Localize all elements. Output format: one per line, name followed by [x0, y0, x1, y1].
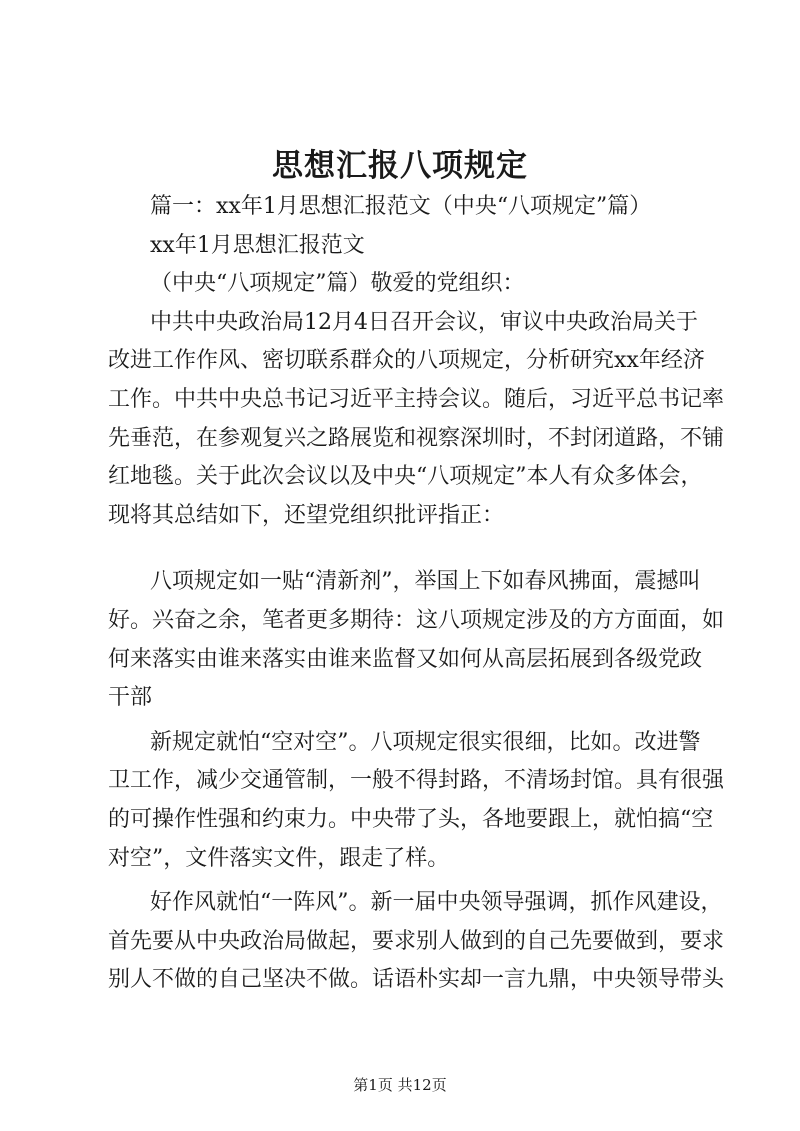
paragraph — [108, 724, 725, 878]
text-line: 篇一：xx年1月思想汇报范文（中央“八项规定”篇） — [150, 194, 652, 219]
text-line: （中央“八项规定”篇）敬爱的党组织： — [150, 271, 525, 297]
paragraph — [108, 304, 725, 536]
paragraph — [108, 188, 698, 227]
text-line: 别人不做的自己坚决不做。话语朴实却一言九鼎，中央领导带头 — [108, 967, 725, 993]
text-line: 新规定就怕“空对空”。八项规定很实很细，比如。改进警 — [150, 729, 701, 755]
paragraph — [108, 227, 698, 266]
text-line: xx年1月思想汇报范文 — [150, 232, 365, 258]
text-line: 红地毯。关于此次会议以及中央“八项规定”本人有众多体会， — [108, 464, 703, 490]
text-line: 现将其总结如下，还望党组织批评指正： — [108, 502, 505, 528]
document-body — [108, 188, 725, 1000]
text-line: 对空”，文件落实文件，跟走了样。 — [108, 845, 450, 871]
text-line: 卫工作，减少交通管制，一般不得封路，不清场封馆。具有很强 — [108, 768, 725, 794]
text-line: 中共中央政治局12月4日召开会议，审议中央政治局关于 — [150, 309, 698, 335]
document-title: 思想汇报八项规定 — [272, 148, 528, 184]
page-number: 第1页 共12页 — [353, 1076, 447, 1094]
paragraph — [108, 563, 725, 717]
text-line: 八项规定如一贴“清新剂”，举国上下如春风拂面，震撼叫 — [150, 569, 701, 595]
text-line: 好。兴奋之余，笔者更多期待：这八项规定涉及的方方面面，如 — [108, 607, 725, 633]
paragraph — [108, 884, 725, 1000]
text-line: 改进工作作风、密切联系群众的八项规定，分析研究xx年经济 — [108, 348, 705, 374]
text-line: 好作风就怕“一阵风”。新一届中央领导强调，抓作风建设， — [150, 890, 723, 916]
text-line: 先垂范，在参观复兴之路展览和视察深圳时，不封闭道路，不铺 — [108, 425, 725, 451]
text-line: 工作。中共中央总书记习近平主持会议。随后，习近平总书记率 — [108, 386, 725, 412]
text-line: 何来落实由谁来落实由谁来监督又如何从高层拓展到各级党政 — [108, 646, 703, 672]
paragraph — [108, 265, 698, 304]
text-line: 干部 — [108, 685, 153, 711]
text-line: 的可操作性强和约束力。中央带了头，各地要跟上，就怕搞“空 — [108, 806, 714, 832]
text-line: 首先要从中央政治局做起，要求别人做到的自己先要做到，要求 — [108, 928, 725, 954]
